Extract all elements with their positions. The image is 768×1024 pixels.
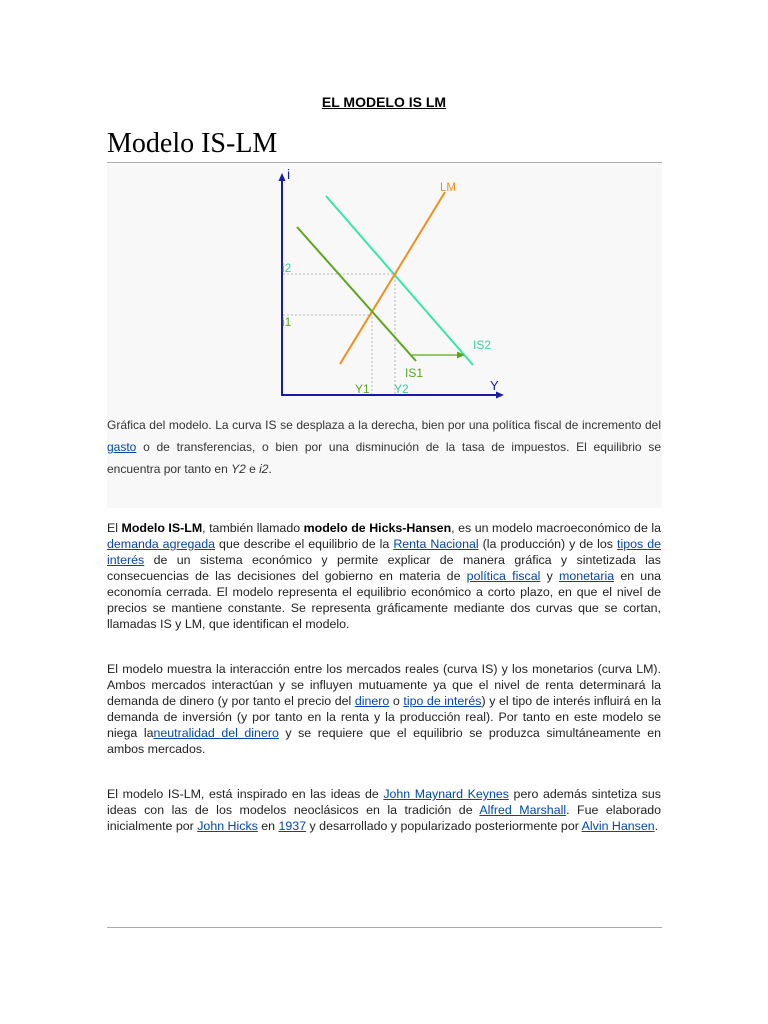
paragraph-markets — [107, 661, 661, 757]
para-text: y se requiere que el equilibrio se produzca simultáneamente en ambos mercados. — [107, 726, 662, 756]
para-text: en una economía cerrada. El modelo representa el equilibrio económico a corto plazo, en que el nivel de precios se mantiene constante. Se representa gráficamente mediante dos curvas que se cortan, llamadas IS y LM, que identifican el modelo. — [107, 569, 661, 631]
link-politica-fiscal[interactable]: política fiscal — [466, 569, 541, 583]
article-heading: Modelo IS-LM — [107, 126, 662, 163]
paragraph-history — [107, 786, 661, 834]
paragraph-intro — [107, 520, 661, 632]
link-alvin-hansen[interactable]: Alvin Hansen — [581, 819, 655, 833]
link-john-hicks[interactable]: John Hicks — [197, 819, 258, 833]
para-text: . — [654, 819, 659, 833]
is2-label: IS2 — [473, 338, 492, 352]
caption-i2: i2 — [259, 462, 269, 476]
para-text: ) y el tipo de interés influirá en la demanda de inversión (y por tanto en la renta y la producción real). Por tanto en este modelo se niega la — [107, 694, 662, 740]
link-1937[interactable]: 1937 — [278, 819, 307, 833]
document-title: EL MODELO IS LM — [321, 94, 447, 110]
para-text: que describe el equilibrio de la — [215, 537, 394, 551]
link-tipos-de-interes[interactable]: tipos de interés — [107, 537, 661, 567]
para-text: (la producción) y de los — [478, 537, 618, 551]
link-demanda-agregada[interactable]: demanda agregada — [107, 537, 216, 551]
bold-term: modelo de Hicks-Hansen — [303, 521, 452, 535]
lm-label: LM — [440, 182, 456, 194]
link-neutralidad-del-dinero[interactable]: neutralidad del dinero — [153, 726, 279, 740]
para-text: , es un modelo macroeconómico de la — [451, 521, 661, 535]
link-dinero[interactable]: dinero — [354, 694, 390, 708]
figure-caption — [107, 414, 661, 480]
para-text: El modelo muestra la interacción entre los mercados reales (curva IS) y los monetarios (curva LM). Ambos mercados interactúan y se influyen mutuamente ya que el nivel de renta determinará la demanda de dinero (y por tanto el precio del — [107, 662, 661, 708]
link-renta-nacional[interactable]: Renta Nacional — [393, 537, 479, 551]
para-text: El modelo IS-LM, está inspirado en las ideas de — [107, 787, 384, 801]
link-john-maynard-keynes[interactable]: John Maynard Keynes — [383, 787, 509, 801]
link-monetaria[interactable]: monetaria — [559, 569, 615, 583]
bold-term: Modelo IS-LM — [121, 521, 203, 535]
caption-y2: Y2 — [231, 462, 246, 476]
link-gasto[interactable]: gasto — [107, 440, 137, 454]
para-text: y desarrollado y popularizado posteriormente por — [306, 819, 582, 833]
y1-label: Y1 — [355, 382, 370, 396]
para-text: de un sistema económico y permite explicar de manera gráfica y sintetizada las consecuencias de las decisiones del gobierno en materia de — [107, 553, 661, 583]
y-axis-arrowhead — [279, 173, 286, 181]
is2-curve — [326, 196, 473, 365]
caption-text: e — [245, 462, 260, 476]
i2-label: i2 — [282, 261, 292, 275]
lm-curve — [340, 192, 445, 364]
caption-text: Gráfica del modelo. La curva IS se desplaza a la derecha, bien por una política fiscal de incremento del — [107, 418, 661, 432]
y-axis-label: i — [287, 166, 291, 182]
bottom-divider — [107, 927, 662, 928]
caption-text: . — [268, 462, 272, 476]
i1-label: i1 — [282, 315, 292, 329]
para-text: pero además sintetiza sus ideas con las de los modelos neoclásicos en la tradición de — [107, 787, 661, 817]
y2-label: Y2 — [394, 382, 409, 396]
para-text: y — [540, 569, 559, 583]
caption-text: o de transferencias, o bien por una disminución de la tasa de impuestos. El equilibrio se encuentra por tanto en — [107, 440, 661, 476]
is1-curve — [297, 227, 416, 361]
para-text: , también llamado — [202, 521, 304, 535]
para-text: El — [107, 521, 122, 535]
link-tipo-de-interes[interactable]: tipo de interés — [403, 694, 482, 708]
para-text: . Fue elaborado inicialmente por — [107, 803, 661, 833]
is1-label: IS1 — [405, 366, 424, 380]
link-alfred-marshall[interactable]: Alfred Marshall — [479, 803, 567, 817]
x-axis-label: Y — [490, 378, 499, 393]
para-text: en — [257, 819, 279, 833]
para-text: o — [389, 694, 404, 708]
